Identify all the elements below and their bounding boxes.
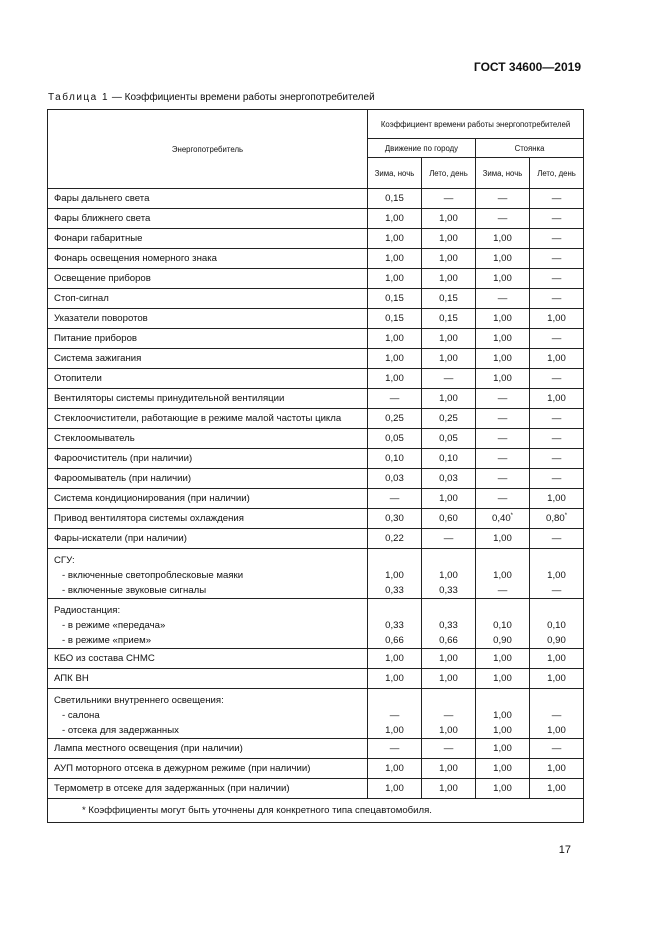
cell: 1,00 — [530, 779, 584, 799]
cell: 1,00 — [476, 229, 530, 249]
table-row — [48, 759, 584, 779]
cell: — — [476, 489, 530, 509]
row-name: Отопители — [48, 369, 368, 389]
cell: 1,00 — [476, 269, 530, 289]
row-name: Питание приборов — [48, 329, 368, 349]
cell: — — [422, 739, 476, 759]
cell: 1,00 — [530, 489, 584, 509]
cell: 1,00 — [422, 649, 476, 669]
cell: — — [476, 189, 530, 209]
cell: 1,00 — [368, 269, 422, 289]
cell: — — [422, 189, 476, 209]
sub-item: - в режиме «передача» — [62, 620, 166, 631]
cell: 1,00 — [476, 759, 530, 779]
cell: 1,00 — [368, 209, 422, 229]
header-city-driving: Движение по городу — [368, 139, 476, 158]
table-row — [48, 209, 584, 229]
cell: 0,25 — [368, 409, 422, 429]
table-row — [48, 489, 584, 509]
row-name: АПК ВН — [48, 669, 368, 689]
table-footnote: * Коэффициенты могут быть уточнены для конкретного типа спецавтомобиля. — [48, 799, 584, 823]
cell: 1,00 — [476, 349, 530, 369]
row-name: Фонари габаритные — [48, 229, 368, 249]
cell: 1,00 — [368, 249, 422, 269]
cell-value: — — [443, 710, 454, 721]
cell: 0,05 — [368, 429, 422, 449]
cell-value: 1,00 — [439, 570, 458, 581]
header-coefficient: Коэффициент времени работы энергопотребителей — [368, 110, 584, 139]
cell: 1,00 — [422, 329, 476, 349]
group-title: Радиостанция: — [54, 605, 121, 616]
cell: 0,15 — [368, 309, 422, 329]
table-row — [48, 269, 584, 289]
cell: 1,00 — [368, 759, 422, 779]
cell: 1,00 — [476, 309, 530, 329]
table-row — [48, 509, 584, 529]
cell: 0,15 — [368, 289, 422, 309]
header-park-winter: Зима, ночь — [476, 158, 530, 189]
table-row — [48, 409, 584, 429]
table-row — [48, 289, 584, 309]
cell-value: 1,00 — [547, 725, 566, 736]
sub-item: - включенные звуковые сигналы — [62, 585, 207, 596]
row-name — [48, 689, 368, 739]
cell: — — [530, 289, 584, 309]
row-name: Термометр в отсеке для задержанных (при наличии) — [48, 779, 368, 799]
sub-item: - включенные светопроблесковые маяки — [62, 570, 244, 581]
cell: 1,00 — [476, 649, 530, 669]
cell-value: — — [497, 585, 508, 596]
cell: 1,00 — [368, 649, 422, 669]
cell: — — [368, 489, 422, 509]
cell: — — [476, 429, 530, 449]
cell: 1,00 — [368, 669, 422, 689]
row-name: Освещение приборов — [48, 269, 368, 289]
cell: — — [368, 389, 422, 409]
header-consumer: Энергопотребитель — [48, 110, 368, 189]
cell-value: 0,10 — [493, 620, 512, 631]
cell: — — [530, 529, 584, 549]
row-name: Стоп-сигнал — [48, 289, 368, 309]
cell — [368, 549, 422, 599]
cell: — — [422, 529, 476, 549]
cell — [422, 549, 476, 599]
cell: — — [530, 249, 584, 269]
table-row — [48, 669, 584, 689]
cell-value: 0,33 — [439, 620, 458, 631]
cell: — — [530, 209, 584, 229]
table-caption — [48, 92, 375, 103]
cell: 1,00 — [422, 389, 476, 409]
row-name: Стеклоочистители, работающие в режиме малой частоты цикла — [48, 409, 368, 429]
row-name: Указатели поворотов — [48, 309, 368, 329]
table-row — [48, 189, 584, 209]
cell — [476, 509, 530, 529]
group-title: Светильники внутреннего освещения: — [54, 695, 224, 706]
cell-value: 1,00 — [493, 710, 512, 721]
table-row-radio — [48, 599, 584, 649]
cell-value: — — [389, 710, 400, 721]
cell: 1,00 — [368, 369, 422, 389]
coefficients-table — [47, 109, 584, 823]
header-park-summer: Лето, день — [530, 158, 584, 189]
row-name — [48, 549, 368, 599]
sub-item: - салона — [62, 710, 100, 721]
table-row — [48, 249, 584, 269]
cell: 1,00 — [422, 759, 476, 779]
cell: 0,10 — [422, 449, 476, 469]
cell: 1,00 — [422, 489, 476, 509]
cell-value: 1,00 — [547, 570, 566, 581]
cell: — — [530, 739, 584, 759]
cell-value: 0,33 — [385, 585, 404, 596]
cell: 1,00 — [422, 249, 476, 269]
cell: — — [476, 409, 530, 429]
cell: 1,00 — [422, 669, 476, 689]
row-name: Лампа местного освещения (при наличии) — [48, 739, 368, 759]
row-name: Стеклоомыватель — [48, 429, 368, 449]
cell: — — [530, 429, 584, 449]
cell: 1,00 — [476, 249, 530, 269]
group-title: СГУ: — [54, 555, 75, 566]
cell-value: — — [551, 710, 562, 721]
cell: 1,00 — [476, 329, 530, 349]
table-row — [48, 739, 584, 759]
cell: 0,30 — [368, 509, 422, 529]
cell: 0,03 — [422, 469, 476, 489]
cell: 1,00 — [530, 389, 584, 409]
row-name: Фары дальнего света — [48, 189, 368, 209]
sub-item: - отсека для задержанных — [62, 725, 179, 736]
cell: — — [368, 739, 422, 759]
row-name: Фары-искатели (при наличии) — [48, 529, 368, 549]
row-name: Система кондиционирования (при наличии) — [48, 489, 368, 509]
cell: 0,60 — [422, 509, 476, 529]
cell — [422, 689, 476, 739]
row-name: Фароомыватель (при наличии) — [48, 469, 368, 489]
cell: 0,05 — [422, 429, 476, 449]
cell: 0,22 — [368, 529, 422, 549]
row-name: Фароочиститель (при наличии) — [48, 449, 368, 469]
cell — [530, 549, 584, 599]
header-city-summer: Лето, день — [422, 158, 476, 189]
cell: 0,03 — [368, 469, 422, 489]
cell: 1,00 — [530, 309, 584, 329]
cell-value: 1,00 — [439, 725, 458, 736]
cell: — — [530, 409, 584, 429]
cell: 1,00 — [368, 779, 422, 799]
cell: 1,00 — [530, 669, 584, 689]
cell-value: 0,90 — [547, 635, 566, 646]
cell: — — [530, 189, 584, 209]
table-row — [48, 369, 584, 389]
cell: — — [422, 369, 476, 389]
cell: 1,00 — [530, 759, 584, 779]
cell: 0,10 — [368, 449, 422, 469]
cell: 1,00 — [530, 349, 584, 369]
cell: 0,15 — [422, 309, 476, 329]
table-row-sgu — [48, 549, 584, 599]
cell: 1,00 — [476, 369, 530, 389]
standard-designation: ГОСТ 34600—2019 — [473, 60, 581, 74]
table-row — [48, 229, 584, 249]
cell: 1,00 — [530, 649, 584, 669]
table-row — [48, 649, 584, 669]
cell: 1,00 — [476, 529, 530, 549]
table-row — [48, 449, 584, 469]
cell-value: 1,00 — [493, 570, 512, 581]
table-row — [48, 389, 584, 409]
header-parking: Стоянка — [476, 139, 584, 158]
cell-value: — — [551, 585, 562, 596]
cell: — — [476, 289, 530, 309]
cell: 1,00 — [368, 349, 422, 369]
cell: 1,00 — [476, 739, 530, 759]
cell — [530, 509, 584, 529]
table-row — [48, 779, 584, 799]
cell-value: 1,00 — [493, 725, 512, 736]
row-name: АУП моторного отсека в дежурном режиме (при наличии) — [48, 759, 368, 779]
cell-value: 0,80 — [546, 513, 565, 524]
cell: 0,15 — [422, 289, 476, 309]
cell: — — [530, 449, 584, 469]
table-row — [48, 429, 584, 449]
cell — [476, 689, 530, 739]
cell-value: 0,66 — [439, 635, 458, 646]
cell: 1,00 — [368, 229, 422, 249]
cell — [476, 599, 530, 649]
page-number: 17 — [558, 844, 571, 856]
cell: 1,00 — [422, 349, 476, 369]
table-caption-label: Таблица 1 — [48, 92, 110, 103]
cell: 1,00 — [476, 669, 530, 689]
footnote-mark: * — [510, 513, 514, 519]
row-name: Вентиляторы системы принудительной вентиляции — [48, 389, 368, 409]
header-city-winter: Зима, ночь — [368, 158, 422, 189]
table-row-lights — [48, 689, 584, 739]
cell: 1,00 — [368, 329, 422, 349]
cell: — — [530, 229, 584, 249]
cell: — — [530, 269, 584, 289]
row-name: Фары ближнего света — [48, 209, 368, 229]
table-row — [48, 469, 584, 489]
table-row — [48, 349, 584, 369]
row-name: Фонарь освещения номерного знака — [48, 249, 368, 269]
cell: 1,00 — [422, 779, 476, 799]
row-name: КБО из состава СНМС — [48, 649, 368, 669]
cell-value: 0,66 — [385, 635, 404, 646]
cell-value: 0,10 — [547, 620, 566, 631]
cell: 1,00 — [476, 779, 530, 799]
cell — [476, 549, 530, 599]
footnote-mark: * — [564, 513, 568, 519]
cell — [368, 689, 422, 739]
table-caption-title: — Коэффициенты времени работы энергопотребителей — [109, 92, 375, 103]
cell-value: 0,33 — [439, 585, 458, 596]
cell — [422, 599, 476, 649]
cell: — — [476, 469, 530, 489]
cell: 1,00 — [422, 209, 476, 229]
cell: 1,00 — [422, 269, 476, 289]
table-footnote-row — [48, 799, 584, 823]
cell: — — [530, 329, 584, 349]
cell: — — [476, 209, 530, 229]
cell — [530, 599, 584, 649]
table-row — [48, 309, 584, 329]
cell: 1,00 — [422, 229, 476, 249]
row-name — [48, 599, 368, 649]
cell: — — [476, 449, 530, 469]
cell-value: 0,33 — [385, 620, 404, 631]
cell: 0,25 — [422, 409, 476, 429]
cell — [530, 689, 584, 739]
table-row — [48, 329, 584, 349]
row-name: Система зажигания — [48, 349, 368, 369]
row-name: Привод вентилятора системы охлаждения — [48, 509, 368, 529]
cell — [368, 599, 422, 649]
cell: 0,15 — [368, 189, 422, 209]
cell-value: 1,00 — [385, 725, 404, 736]
cell-value: 1,00 — [385, 570, 404, 581]
sub-item: - в режиме «прием» — [62, 635, 152, 646]
cell-value: 0,40 — [491, 513, 511, 524]
cell: — — [476, 389, 530, 409]
table-row — [48, 529, 584, 549]
cell: — — [530, 469, 584, 489]
cell-value: 0,90 — [493, 635, 512, 646]
cell: — — [530, 369, 584, 389]
